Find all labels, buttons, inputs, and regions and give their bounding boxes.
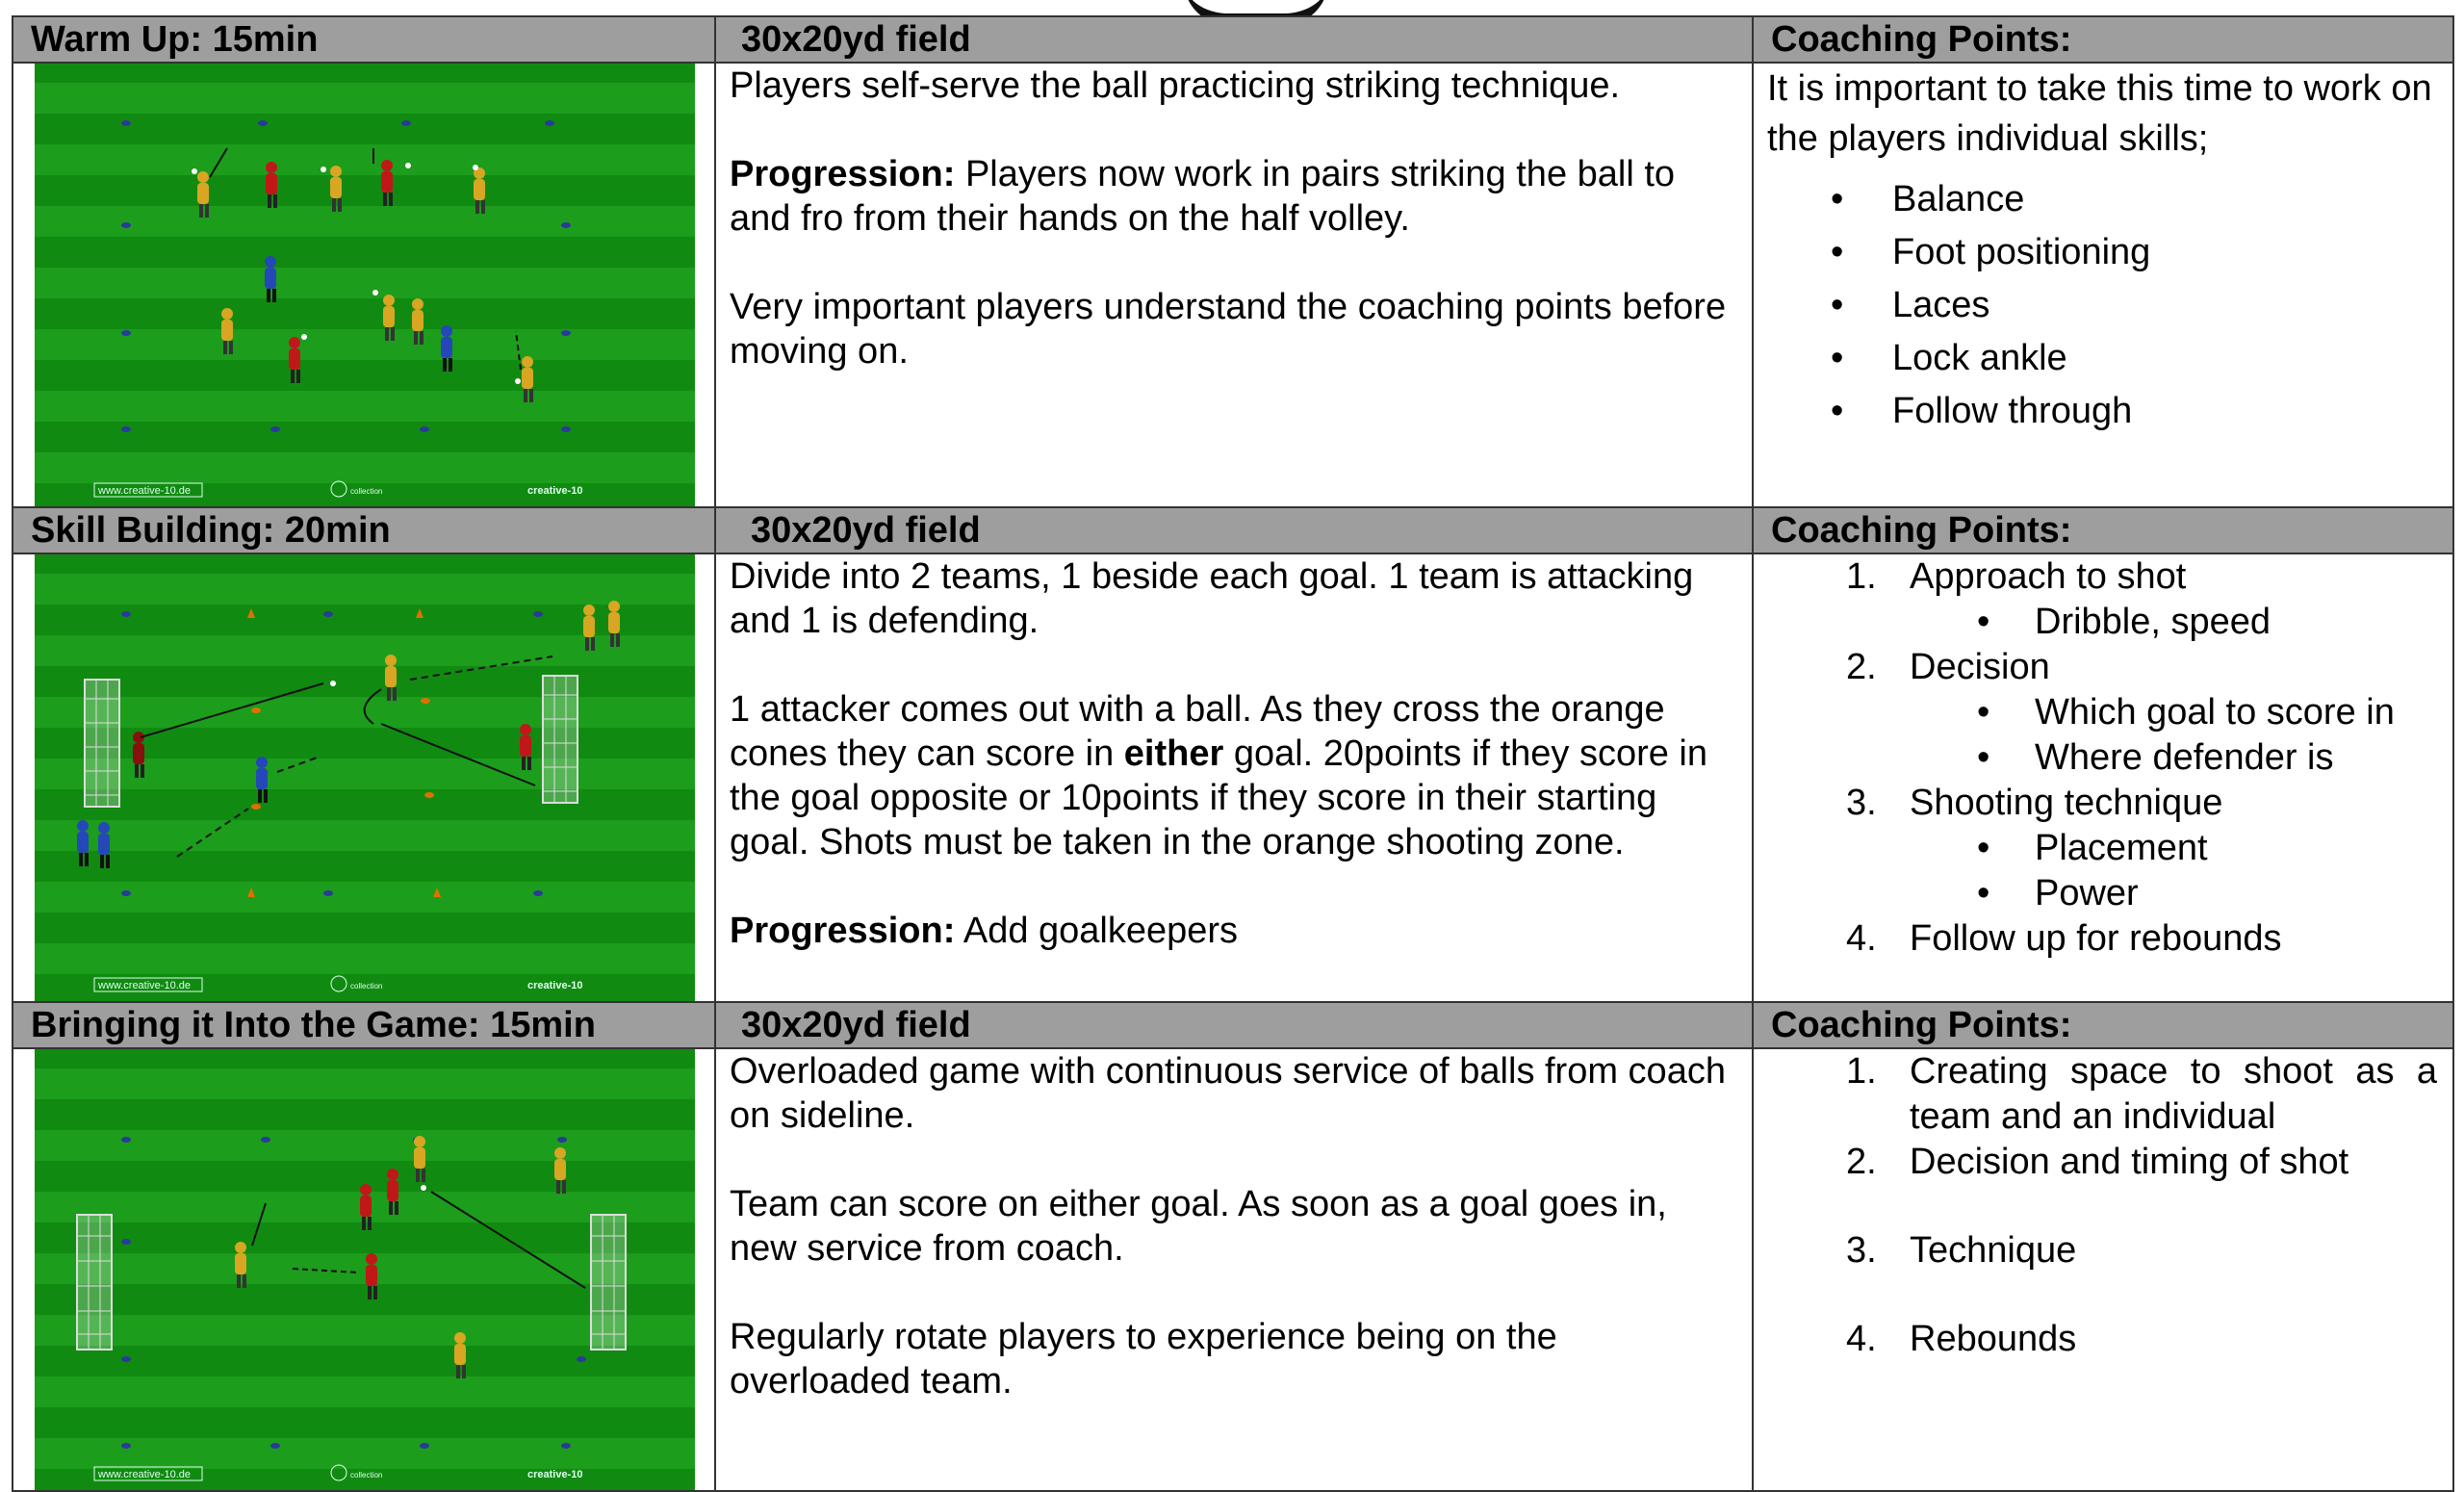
section-header-bringing-into-game xyxy=(13,1002,2453,1048)
watermark-url: www.creative-10.de xyxy=(98,485,191,497)
section-title: Warm Up: 15min xyxy=(13,16,715,63)
progression-text: Add goalkeepers xyxy=(955,911,1239,951)
coaching-points-title: Coaching Points: xyxy=(1753,1002,2453,1048)
coaching-point: 4. Follow up for rebounds xyxy=(1846,918,2282,959)
ball-icon xyxy=(321,167,326,172)
drill-description xyxy=(715,63,1753,507)
watermark-collection: collection xyxy=(350,487,383,496)
drill-diagram-cell xyxy=(13,553,715,1002)
watermark-brand: creative-10 xyxy=(527,485,583,497)
section-title: Bringing it Into the Game: 15min xyxy=(13,1002,715,1048)
cone-orange-icon xyxy=(421,698,430,704)
coaching-sub-point: • Which goal to score in xyxy=(2035,690,2437,735)
section-header-warm-up xyxy=(13,16,2453,63)
coaching-point: • Laces xyxy=(1892,279,2437,332)
cone-icon xyxy=(323,890,333,896)
balls xyxy=(421,1185,426,1191)
cone-icon xyxy=(121,120,131,126)
cone-icon xyxy=(557,1137,567,1143)
skill-building-drill-diagram xyxy=(35,554,695,1001)
description-paragraph: Overloaded game with continuous service of balls from coach on sideline. xyxy=(730,1051,1726,1136)
description-paragraph: Very important players understand the coaching points before moving on. xyxy=(730,287,1727,372)
ball-icon xyxy=(515,378,521,384)
coaching-sub-point: • Where defender is xyxy=(2035,735,2437,781)
cone-icon xyxy=(561,426,571,432)
drill-description xyxy=(715,1048,1753,1491)
coaching-point: 4. Rebounds xyxy=(1846,1319,2077,1359)
cone-icon xyxy=(121,1356,131,1362)
drill-diagram-cell xyxy=(13,1048,715,1491)
cone-icon xyxy=(121,222,131,228)
cone-icon xyxy=(121,1137,131,1143)
cone-icon xyxy=(533,890,543,896)
cone-icon xyxy=(270,1443,280,1449)
section-header-skill-building xyxy=(13,507,2453,553)
coaching-points-title: Coaching Points: xyxy=(1753,507,2453,553)
cone-icon xyxy=(121,1443,131,1449)
goal-left-icon xyxy=(77,1215,112,1350)
cone-icon xyxy=(121,1239,131,1245)
game-drill-diagram xyxy=(35,1049,695,1490)
cone-orange-icon xyxy=(251,804,261,810)
coaching-point: 1. Approach to shot • Dribble, speed xyxy=(1910,554,2437,645)
cone-icon xyxy=(577,1356,586,1362)
cone-icon xyxy=(270,426,280,432)
cone-icon xyxy=(121,611,131,617)
watermark-url: www.creative-10.de xyxy=(98,980,191,991)
coaching-point: • Follow through xyxy=(1892,385,2437,438)
goal-right-icon xyxy=(543,676,578,803)
coaching-point: 2. Decision and timing of shot xyxy=(1846,1142,2349,1182)
drill-diagram-cell xyxy=(13,63,715,507)
grass-stripes xyxy=(35,64,695,506)
ball-icon xyxy=(192,168,197,174)
coaching-point: 2. Decision • Which goal to score in • Where defender is xyxy=(1910,645,2437,781)
description-paragraph: Players self-serve the ball practicing striking technique. xyxy=(730,65,1621,106)
section-body-skill-building xyxy=(13,553,2453,1002)
ball-icon xyxy=(473,165,478,170)
grass-stripes xyxy=(35,554,695,1001)
coaching-points-cell xyxy=(1753,63,2453,507)
coaching-sub-point: • Placement xyxy=(2035,826,2437,871)
field-size: 30x20yd field xyxy=(715,1002,1753,1048)
section-body-warm-up xyxy=(13,63,2453,507)
coaching-point: • Balance xyxy=(1892,173,2437,226)
cone-icon xyxy=(261,1137,270,1143)
cone-icon xyxy=(323,611,333,617)
progression-text: Players now work in pairs striking the ball to and fro from their hands on the half volley. xyxy=(730,154,1676,239)
coaching-sub-point: • Dribble, speed xyxy=(2035,600,2437,645)
cone-icon xyxy=(121,426,131,432)
coaching-point: 3. Shooting technique • Placement • Power xyxy=(1910,781,2437,916)
ball-icon xyxy=(330,681,336,686)
field-size: 30x20yd field xyxy=(715,16,1753,63)
progression-paragraph xyxy=(730,152,1736,241)
coaching-points-list xyxy=(1767,173,2437,438)
ball-icon xyxy=(372,290,378,296)
drill-description xyxy=(715,553,1753,1002)
ball-icon xyxy=(421,1185,426,1191)
watermark-collection: collection xyxy=(350,982,383,990)
coaching-intro: It is important to take this time to work on the players individual skills; xyxy=(1767,68,2432,159)
cone-icon xyxy=(561,1443,571,1449)
cone-icon xyxy=(121,330,131,336)
cone-icon xyxy=(561,330,571,336)
coaching-points-cell xyxy=(1753,1048,2453,1491)
coaching-points-cell xyxy=(1753,553,2453,1002)
section-title: Skill Building: 20min xyxy=(13,507,715,553)
watermark-brand: creative-10 xyxy=(527,1469,583,1480)
description-paragraph: Team can score on either goal. As soon as a goal goes in, new service from coach. xyxy=(730,1184,1667,1269)
coaching-sub-point: • Power xyxy=(2035,871,2437,916)
cone-icon xyxy=(121,890,131,896)
coaching-point: 3. Technique xyxy=(1846,1230,2077,1271)
coaching-points-title: Coaching Points: xyxy=(1753,16,2453,63)
cone-icon xyxy=(401,120,411,126)
cone-icon xyxy=(561,222,571,228)
cone-icon xyxy=(545,120,554,126)
balls xyxy=(330,681,336,686)
watermark-collection: collection xyxy=(350,1471,383,1479)
watermark-brand: creative-10 xyxy=(527,980,583,991)
goal-left-icon xyxy=(85,680,119,807)
cone-icon xyxy=(258,120,268,126)
ball-icon xyxy=(301,334,307,340)
warm-up-drill-diagram xyxy=(35,64,695,506)
coaching-points-list xyxy=(1767,1049,2437,1362)
progression-paragraph xyxy=(730,909,1736,953)
goal-right-icon xyxy=(591,1215,626,1350)
watermark-url: www.creative-10.de xyxy=(98,1469,191,1480)
cone-icon xyxy=(420,1443,429,1449)
coaching-point: 1. Creating space to shoot as a team and an individual xyxy=(1846,1051,2437,1137)
progression-label: Progression: xyxy=(730,154,956,194)
cone-orange-icon xyxy=(424,792,434,798)
field-size: 30x20yd field xyxy=(715,507,1753,553)
cone-icon xyxy=(420,426,429,432)
emphasis-either: either xyxy=(1123,733,1224,774)
coaching-points-list xyxy=(1767,554,2437,962)
progression-label: Progression: xyxy=(730,911,956,951)
ball-icon xyxy=(405,163,411,168)
section-body-bringing-into-game xyxy=(13,1048,2453,1491)
cone-orange-icon xyxy=(251,707,261,713)
description-paragraph: Regularly rotate players to experience being on the overloaded team. xyxy=(730,1317,1557,1402)
description-paragraph: 1 attacker comes out with a ball. As they cross the orange cones they can score in either goal. 20points if they score in the goal opposite or 10points if they score in their starting goal. Shots must be taken in the orange shooting zone. xyxy=(730,689,1708,862)
coaching-point: • Lock ankle xyxy=(1892,332,2437,385)
coaching-point: • Foot positioning xyxy=(1892,226,2437,279)
cone-icon xyxy=(533,611,543,617)
session-plan-table xyxy=(12,15,2454,1492)
description-paragraph: Divide into 2 teams, 1 beside each goal. 1 team is attacking and 1 is defending. xyxy=(730,556,1694,641)
